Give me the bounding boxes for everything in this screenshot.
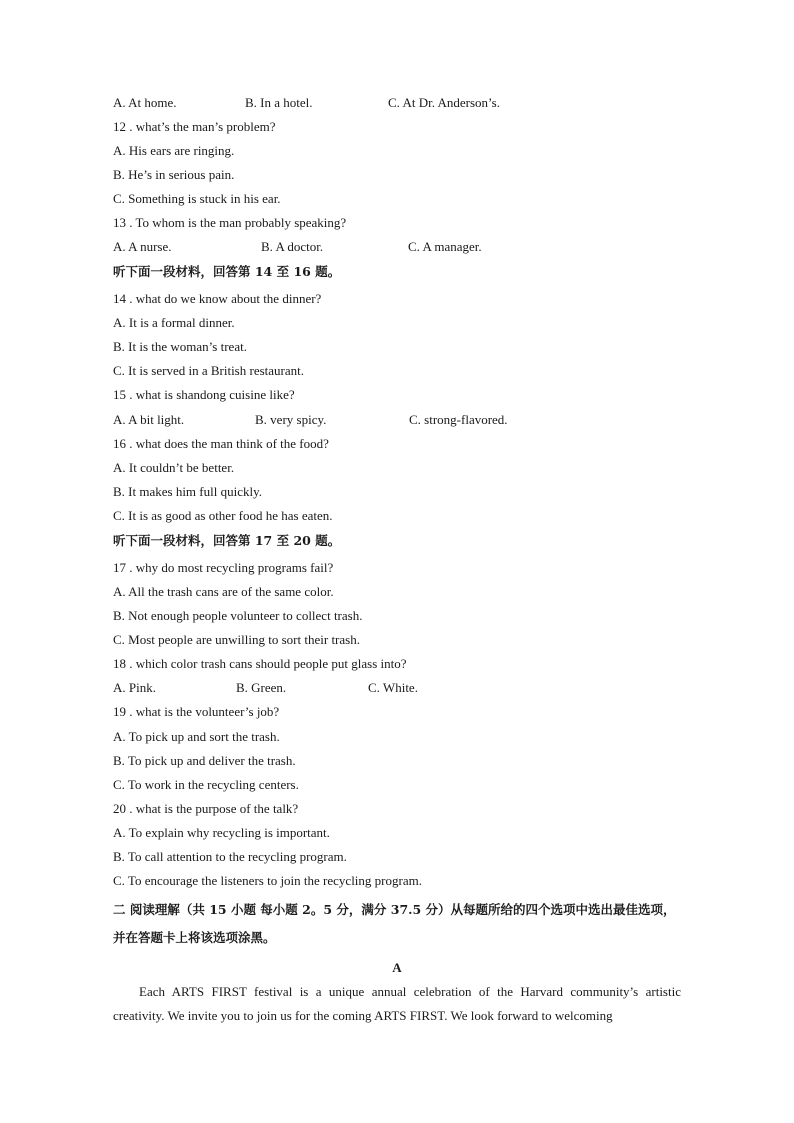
section-header-14-16: 听下面一段材料，回答第 14 至 16 题。: [113, 264, 341, 279]
q16-option-b: B. It makes him full quickly.: [113, 484, 262, 499]
q15-option-c: C. strong-flavored.: [409, 412, 508, 427]
q14-option-a: A. It is a formal dinner.: [113, 315, 235, 330]
passage-a-text: Each ARTS FIRST festival is a unique annual celebration of the Harvard community’s artistic creativity. We invite you to join us for the coming ARTS FIRST. We look forward to welcoming: [113, 984, 681, 1023]
question-12: 12 . what’s the man’s problem?: [113, 119, 276, 134]
q15-option-a: A. A bit light.: [113, 412, 185, 427]
q13-option-b: B. A doctor.: [261, 239, 324, 254]
q16-option-c: C. It is as good as other food he has eaten.: [113, 508, 333, 523]
q18-option-b: B. Green.: [236, 680, 287, 695]
q12-option-b: B. He’s in serious pain.: [113, 167, 235, 182]
q12-option-a: A. His ears are ringing.: [113, 143, 235, 158]
q20-option-a: A. To explain why recycling is important.: [113, 825, 330, 840]
question-20: 20 . what is the purpose of the talk?: [113, 801, 299, 816]
q19-option-c: C. To work in the recycling centers.: [113, 777, 299, 792]
q17-option-a: A. All the trash cans are of the same color.: [113, 584, 334, 599]
question-14: 14 . what do we know about the dinner?: [113, 291, 322, 306]
q11-option-b: B. In a hotel.: [245, 95, 313, 110]
q19-option-b: B. To pick up and deliver the trash.: [113, 753, 296, 768]
q13-option-a: A. A nurse.: [113, 239, 172, 254]
q11-option-a: A. At home.: [113, 95, 177, 110]
q14-option-c: C. It is served in a British restaurant.: [113, 363, 304, 378]
q11-option-c: C. At Dr. Anderson’s.: [388, 95, 500, 110]
reading-section-title: 二 阅读理解（共 15 小题 每小题 2。5 分，满分 37.5 分）从每题所给的四个选项中选出最佳选项，并在答题卡上将该选项涂黑。: [113, 902, 676, 945]
q20-option-c: C. To encourage the listeners to join the recycling program.: [113, 873, 422, 888]
q20-option-b: B. To call attention to the recycling program.: [113, 849, 347, 864]
section-header-17-20: 听下面一段材料，回答第 17 至 20 题。: [113, 533, 341, 548]
q18-option-c: C. White.: [368, 680, 418, 695]
passage-label: A: [392, 960, 402, 975]
question-16: 16 . what does the man think of the food?: [113, 436, 329, 451]
q13-option-c: C. A manager.: [408, 239, 482, 254]
q18-option-a: A. Pink.: [113, 680, 156, 695]
q19-option-a: A. To pick up and sort the trash.: [113, 729, 280, 744]
question-15: 15 . what is shandong cuisine like?: [113, 387, 295, 402]
q14-option-b: B. It is the woman’s treat.: [113, 339, 247, 354]
q17-option-b: B. Not enough people volunteer to collect trash.: [113, 608, 363, 623]
question-17: 17 . why do most recycling programs fail?: [113, 560, 334, 575]
q15-option-b: B. very spicy.: [255, 412, 327, 427]
q17-option-c: C. Most people are unwilling to sort their trash.: [113, 632, 360, 647]
q16-option-a: A. It couldn’t be better.: [113, 460, 235, 475]
q12-option-c: C. Something is stuck in his ear.: [113, 191, 281, 206]
question-18: 18 . which color trash cans should people put glass into?: [113, 656, 407, 671]
question-19: 19 . what is the volunteer’s job?: [113, 704, 280, 719]
question-13: 13 . To whom is the man probably speaking?: [113, 215, 347, 230]
